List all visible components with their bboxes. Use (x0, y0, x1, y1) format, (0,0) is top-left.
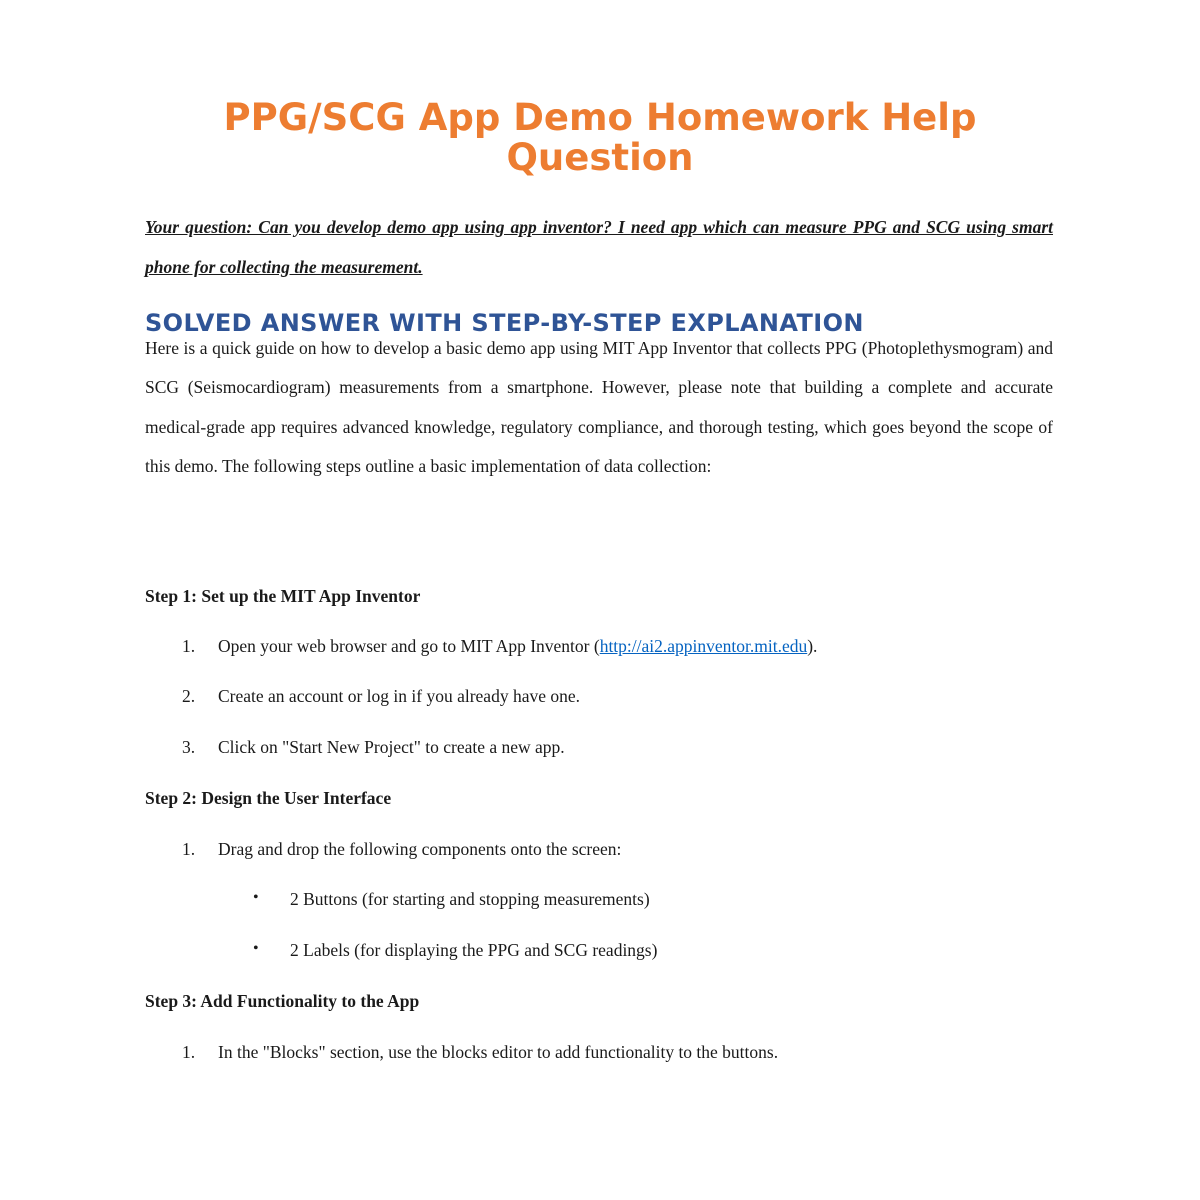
step-3-heading: Step 3: Add Functionality to the App (145, 991, 420, 1011)
list-number: 1. (182, 1042, 196, 1062)
list-item-text: In the "Blocks" section, use the blocks editor to add functionality to the buttons. (218, 1042, 779, 1062)
bullet-icon: • (253, 940, 259, 957)
list-item-text: Create an account or log in if you already have one. (218, 686, 581, 706)
list-number: 1. (182, 636, 196, 656)
document-title: PPG/SCG App Demo Homework Help Question (223, 96, 977, 179)
list-number: 3. (182, 737, 196, 757)
bullet-text: 2 Buttons (for starting and stopping measurements) (290, 889, 650, 909)
bullet-text: 2 Labels (for displaying the PPG and SCG readings) (290, 940, 658, 960)
list-item-text (218, 636, 817, 657)
list-item-text: Drag and drop the following components onto the screen: (218, 839, 622, 859)
section-heading: SOLVED ANSWER WITH STEP-BY-STEP EXPLANATION (145, 309, 864, 337)
step-1-heading: Step 1: Set up the MIT App Inventor (145, 586, 421, 606)
step-2-heading: Step 2: Design the User Interface (145, 788, 392, 808)
list-item-text-before: Open your web browser and go to MIT App Inventor ( (218, 636, 600, 656)
question-text: Your question: Can you develop demo app using app inventor? I need app which can measure PPG and SCG using smart phone for collecting the measurement. (145, 217, 1053, 277)
intro-paragraph: Here is a quick guide on how to develop a basic demo app using MIT App Inventor that collects PPG (Photoplethysmogram) and SCG (Seismocardiogram) measurements from a smartphone. However, please note that building a complete and accurate medical-grade app requires advanced knowledge, regulatory compliance, and thorough testing, which goes beyond the scope of this demo. The following steps outline a basic implementation of data collection: (145, 338, 1053, 476)
app-inventor-link[interactable]: http://ai2.appinventor.mit.edu (599, 636, 808, 656)
list-number: 2. (182, 686, 196, 706)
list-item-text-after: ). (807, 636, 818, 656)
bullet-icon: • (253, 889, 259, 906)
list-number: 1. (182, 839, 196, 859)
list-item-text: Click on "Start New Project" to create a new app. (218, 737, 565, 757)
